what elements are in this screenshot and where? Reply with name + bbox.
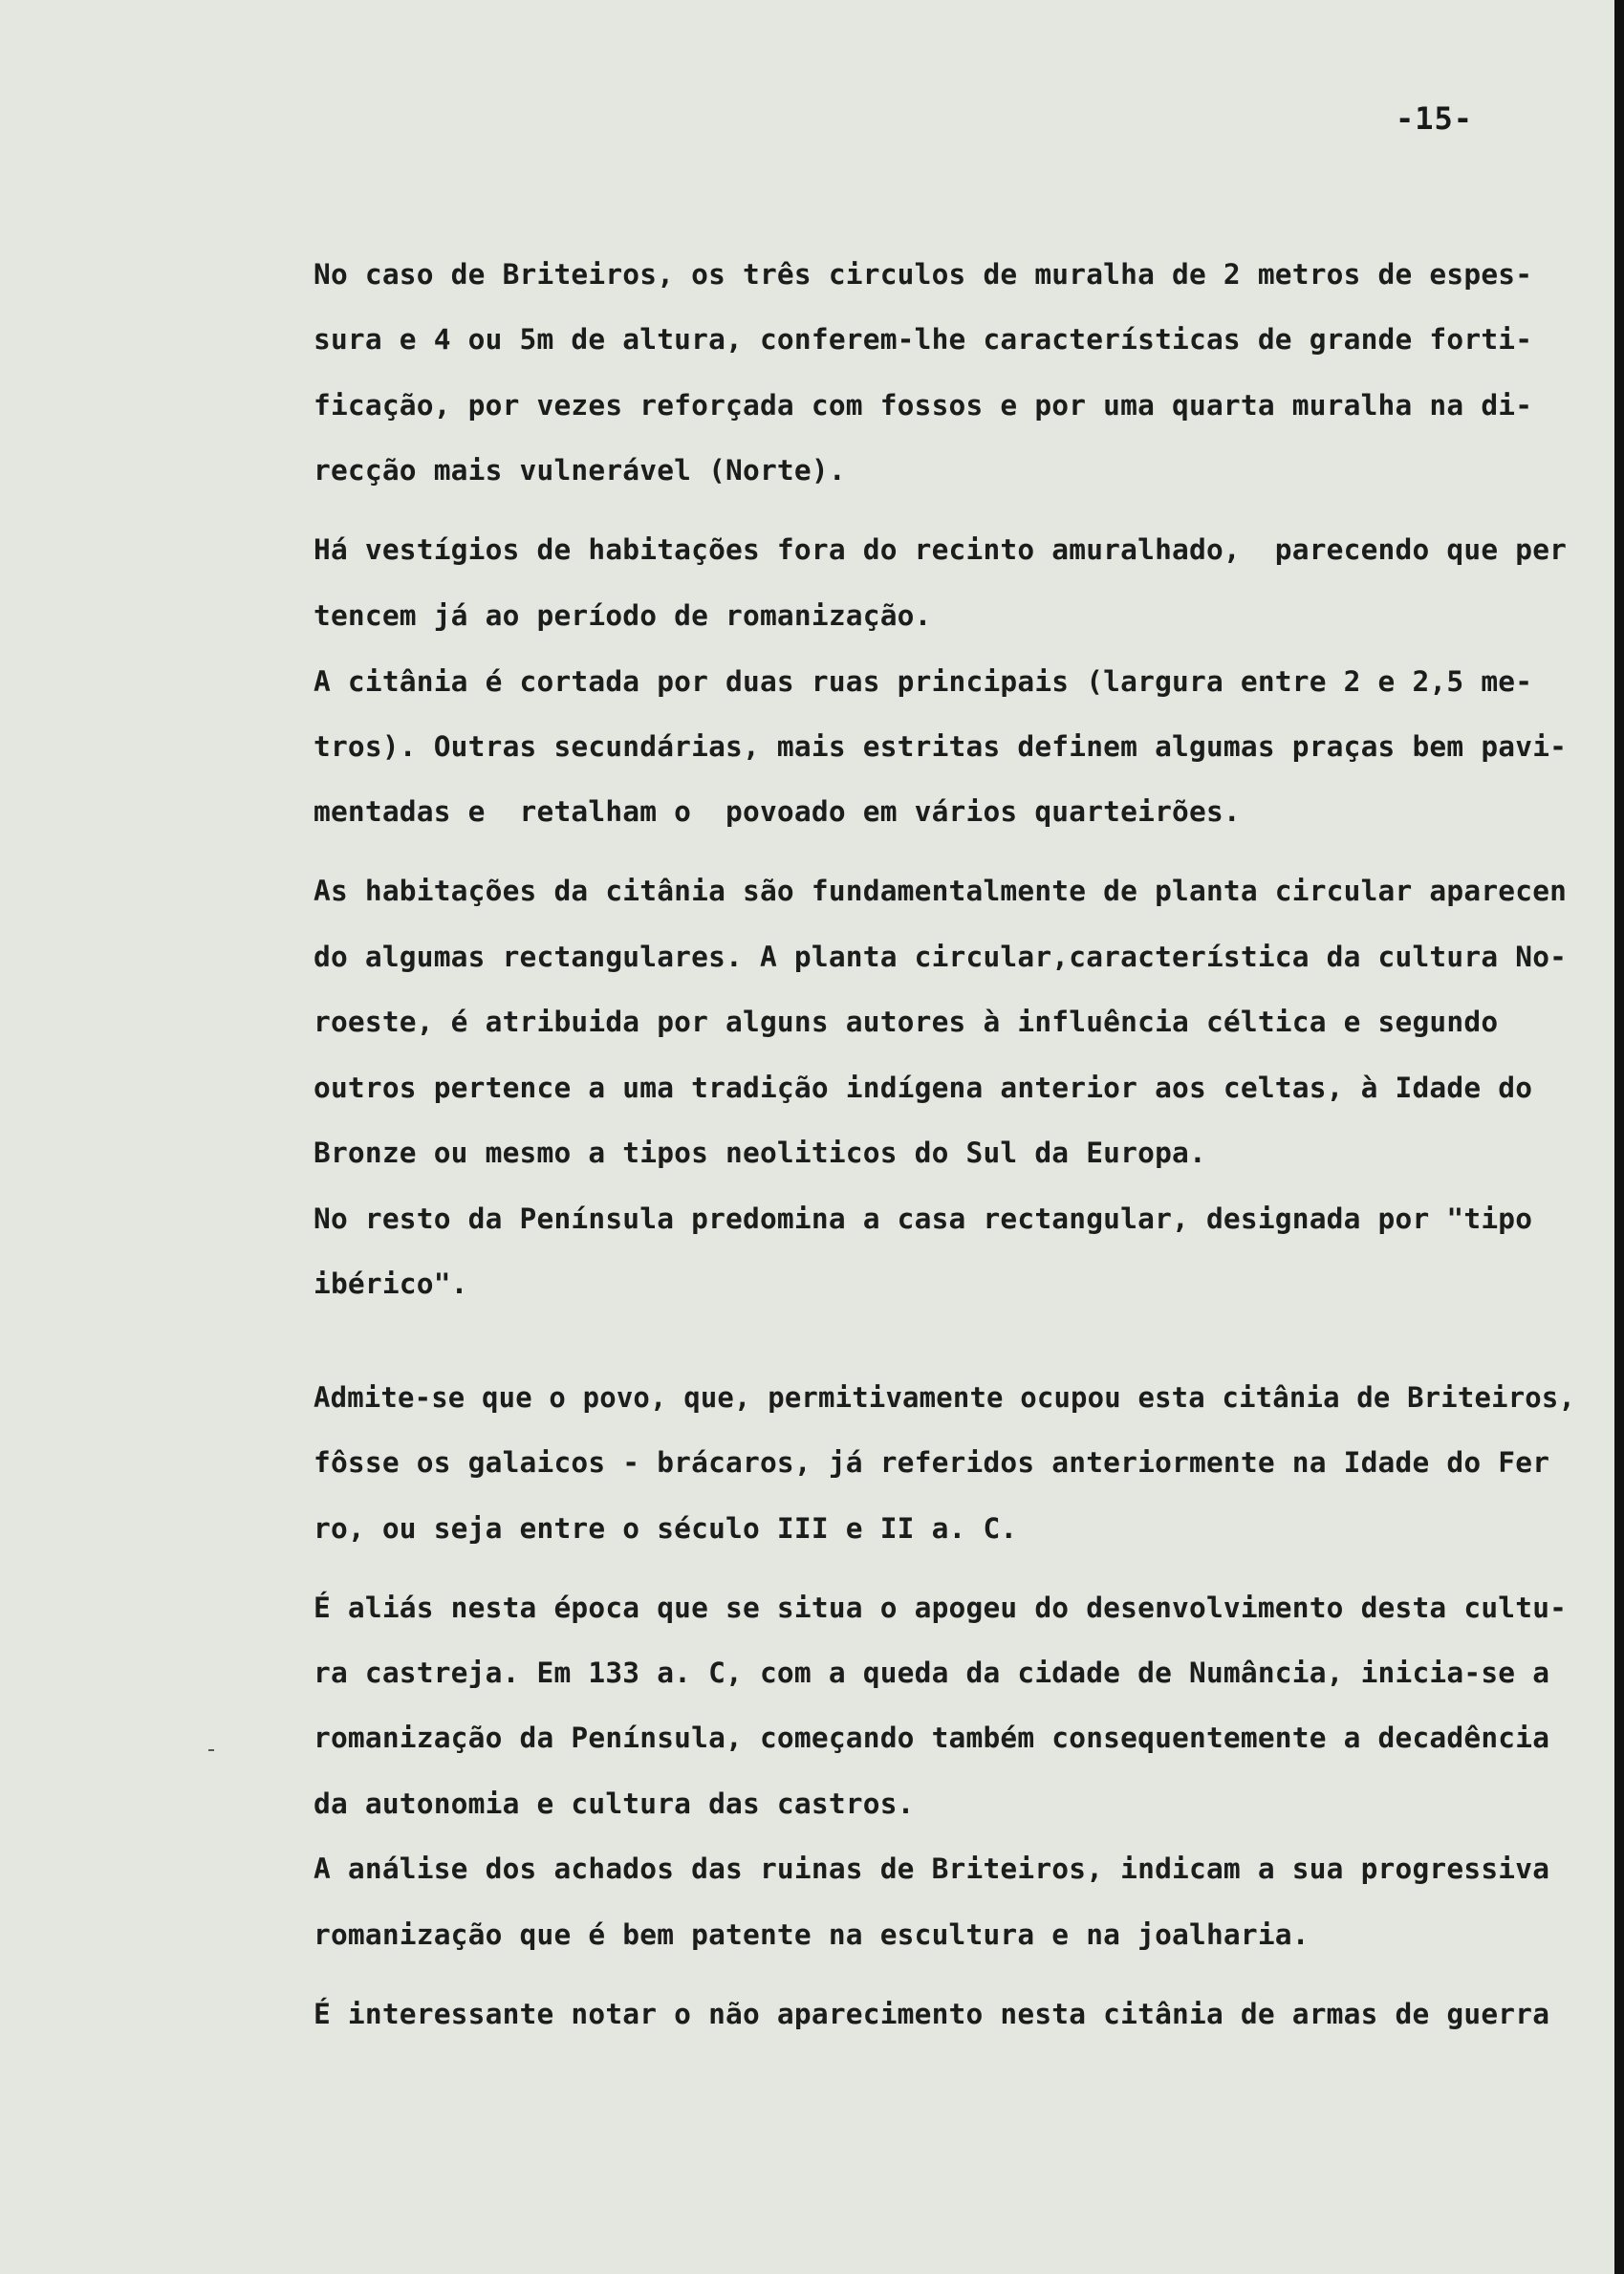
text-line: outros pertence a uma tradição indígena anterior aos celtas, à Idade do <box>314 1072 1533 1104</box>
text-line: do algumas rectangulares. A planta circular,característica da cultura No- <box>314 941 1568 973</box>
text-line: mentadas e retalham o povoado em vários quarteirões. <box>314 795 1241 828</box>
text-line: ficação, por vezes reforçada com fossos e por uma quarta muralha na di- <box>314 389 1533 422</box>
text-line: A análise dos achados das ruinas de Briteiros, indicam a sua progressiva <box>314 1852 1550 1885</box>
text-line: ibérico". <box>314 1267 468 1300</box>
stray-mark <box>208 1749 214 1751</box>
text-line: recção mais vulnerável (Norte). <box>314 454 846 487</box>
text-line: ra castreja. Em 133 a. C, com a queda da cidade de Numância, inicia-se a <box>314 1657 1550 1689</box>
text-line: Admite-se que o povo, que, permitivamente ocupou esta citânia de Briteiros, <box>314 1381 1576 1414</box>
text-line: romanização que é bem patente na escultura e na joalharia. <box>314 1918 1310 1951</box>
text-line: fôsse os galaicos - brácaros, já referidos anteriormente na Idade do Fer <box>314 1446 1550 1479</box>
text-line: No resto da Península predomina a casa rectangular, designada por "tipo <box>314 1202 1533 1235</box>
text-line: Há vestígios de habitações fora do recinto amuralhado, parecendo que per <box>314 533 1568 566</box>
text-line: É aliás nesta época que se situa o apogeu do desenvolvimento desta cultu- <box>314 1592 1568 1624</box>
text-line: As habitações da citânia são fundamentalmente de planta circular aparecen <box>314 875 1568 907</box>
page-number: -15- <box>1396 100 1474 137</box>
text-line: tencem já ao período de romanização. <box>314 599 932 632</box>
text-line: roeste, é atribuida por alguns autores à influência céltica e segundo <box>314 1006 1499 1038</box>
text-line: romanização da Península, começando também consequentemente a decadência <box>314 1722 1550 1754</box>
text-line: tros). Outras secundárias, mais estritas definem algumas praças bem pavi- <box>314 730 1568 763</box>
text-line: A citânia é cortada por duas ruas principais (largura entre 2 e 2,5 me- <box>314 665 1533 698</box>
text-line: sura e 4 ou 5m de altura, conferem-lhe características de grande forti- <box>314 323 1533 356</box>
text-line: No caso de Briteiros, os três circulos de muralha de 2 metros de espes- <box>314 258 1533 291</box>
text-line: Bronze ou mesmo a tipos neoliticos do Sul da Europa. <box>314 1137 1206 1169</box>
text-line: ro, ou seja entre o século III e II a. C. <box>314 1512 1018 1545</box>
text-line: da autonomia e cultura das castros. <box>314 1787 915 1820</box>
text-line: É interessante notar o não aparecimento nesta citânia de armas de guerra <box>314 1998 1550 2030</box>
